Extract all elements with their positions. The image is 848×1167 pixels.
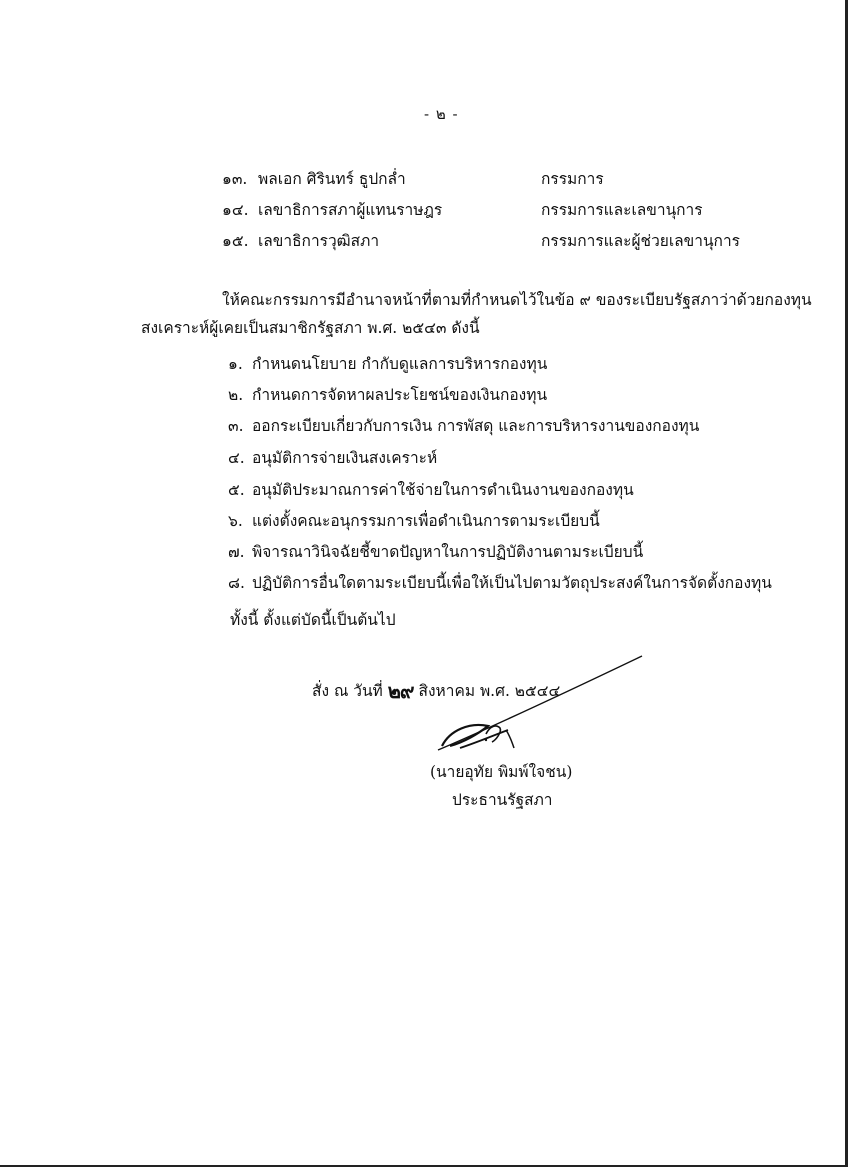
duty-item: [228, 570, 772, 592]
handwritten-signature: [430, 650, 650, 760]
duty-number: ๗.: [228, 543, 245, 561]
member-role: กรรมการและผู้ช่วยเลขานุการ: [541, 232, 740, 250]
member-name: เลขาธิการวุฒิสภา: [258, 232, 380, 250]
duty-text: พิจารณาวินิจฉัยชี้ขาดปัญหาในการปฏิบัติงานตามระเบียบนี้: [252, 543, 644, 561]
duty-number: ๖.: [228, 512, 243, 530]
duty-item: [228, 508, 600, 530]
duty-text: แต่งตั้งคณะอนุกรรมการเพื่อดำเนินการตามระเบียบนี้: [252, 512, 600, 530]
member-number: ๑๔.: [222, 201, 249, 219]
duty-text: กำหนดการจัดหาผลประโยชน์ของเงินกองทุน: [252, 386, 548, 404]
duty-text: ปฏิบัติการอื่นใดตามระเบียบนี้เพื่อให้เป็นไปตามวัตถุประสงค์ในการจัดตั้งกองทุน: [252, 574, 772, 592]
duty-item: [228, 351, 547, 373]
duty-number: ๕.: [228, 481, 245, 499]
page-number: - ๒ -: [424, 105, 459, 123]
date-day: ๒๙: [387, 679, 414, 703]
member-row: [222, 166, 406, 188]
member-name: พลเอก ศิรินทร์ ธูปกล่ำ: [258, 170, 406, 188]
duty-text: ออกระเบียบเกี่ยวกับการเงิน การพัสดุ และการบริหารงานของกองทุน: [252, 417, 700, 435]
duty-number: ๓.: [228, 417, 244, 435]
date-rest: สิงหาคม พ.ศ. ๒๕๔๔: [418, 682, 561, 700]
duty-number: ๘.: [228, 574, 245, 592]
duty-item: [228, 539, 643, 561]
duty-item: [228, 413, 699, 435]
closing-statement: ทั้งนี้ ตั้งแต่บัดนี้เป็นต้นไป: [230, 611, 396, 629]
member-row: [222, 228, 379, 250]
member-role: กรรมการและเลขานุการ: [541, 201, 703, 219]
duty-number: ๔.: [228, 449, 245, 467]
date-prefix: สั่ง ณ วันที่: [312, 682, 383, 700]
duty-text: อนุมัติประมาณการค่าใช้จ่ายในการดำเนินงานของกองทุน: [252, 481, 634, 499]
duty-item: [228, 445, 437, 467]
duty-text: กำหนดนโยบาย กำกับดูแลการบริหารกองทุน: [252, 355, 548, 373]
duty-item: [228, 477, 634, 499]
member-row: [222, 197, 442, 219]
intro-line-2: สงเคราะห์ผู้เคยเป็นสมาชิกรัฐสภา พ.ศ. ๒๕๔๓ ดังนี้: [141, 319, 480, 337]
signatory-name: (นายอุทัย พิมพ์ใจชน): [430, 763, 573, 781]
duty-text: อนุมัติการจ่ายเงินสงเคราะห์: [252, 449, 438, 467]
member-number: ๑๓.: [222, 170, 248, 188]
duty-item: [228, 382, 547, 404]
duty-number: ๒.: [228, 386, 244, 404]
duty-number: ๑.: [228, 355, 243, 373]
intro-line-1: ให้คณะกรรมการมีอำนาจหน้าที่ตามที่กำหนดไว้ในข้อ ๙ ของระเบียบรัฐสภาว่าด้วยกองทุน: [222, 291, 812, 309]
member-number: ๑๕.: [222, 232, 249, 250]
signatory-title: ประธานรัฐสภา: [452, 791, 553, 809]
member-name: เลขาธิการสภาผู้แทนราษฎร: [258, 201, 443, 219]
member-role: กรรมการ: [541, 170, 604, 188]
